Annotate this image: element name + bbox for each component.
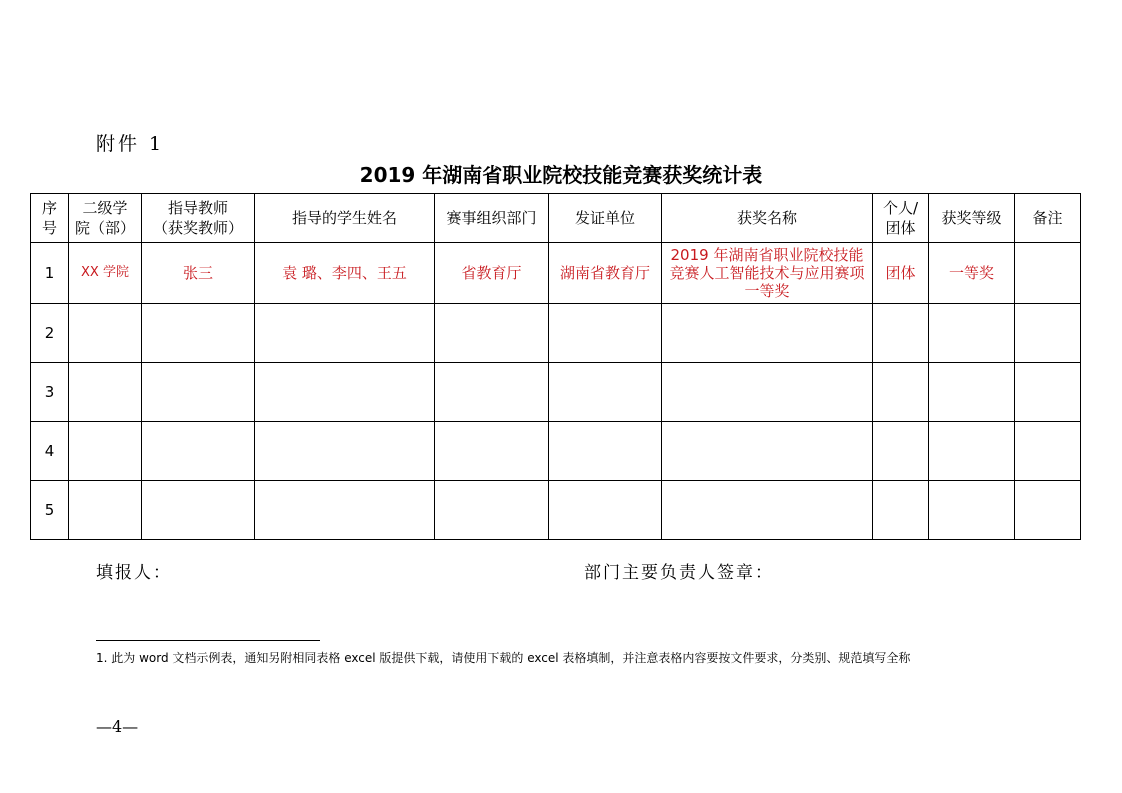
cell-award-name — [662, 422, 873, 481]
cell-instructor — [142, 363, 255, 422]
cell-college — [69, 422, 142, 481]
department-head-signature-label: 部门主要负责人签章： — [584, 563, 774, 583]
header-college-line2: 院（部） — [74, 219, 135, 237]
cell-remarks — [1015, 363, 1081, 422]
cell-remarks — [1015, 422, 1081, 481]
cell-remarks — [1015, 304, 1081, 363]
footnote: 1. 此为 word 文档示例表，通知另附相同表格 excel 版提供下载，请使用下载的 excel 表格填制，并注意表格内容要按文件要求，分类别、规范填写全称 — [96, 651, 911, 665]
cell-students — [255, 422, 435, 481]
header-individual-team — [873, 194, 929, 243]
table-header-row — [31, 194, 1081, 243]
attachment-label: 附件 1 — [96, 133, 165, 155]
header-instructor-line1: 指导教师 — [167, 199, 228, 217]
cell-award-level — [929, 422, 1015, 481]
header-index-line1: 序 — [41, 199, 57, 217]
award-statistics-table — [30, 193, 1081, 540]
filler-label: 填报人： — [96, 563, 172, 583]
cell-award-level — [929, 481, 1015, 540]
cell-individual-team — [873, 422, 929, 481]
table-row — [31, 304, 1081, 363]
table-row — [31, 481, 1081, 540]
header-students: 指导的学生姓名 — [255, 194, 435, 243]
header-instructor-line2: （获奖教师） — [152, 219, 243, 237]
cell-award-name: 2019 年湖南省职业院校技能竞赛人工智能技术与应用赛项一等奖 — [662, 243, 873, 304]
cell-issuer — [549, 422, 662, 481]
header-college-line1: 二级学 — [82, 199, 128, 217]
header-type-line1: 个人/ — [882, 199, 919, 217]
header-college — [69, 194, 142, 243]
cell-organizer: 省教育厅 — [435, 243, 549, 304]
cell-award-level — [929, 304, 1015, 363]
cell-index: 5 — [31, 481, 69, 540]
cell-award-level — [929, 363, 1015, 422]
cell-index: 1 — [31, 243, 69, 304]
table-row — [31, 363, 1081, 422]
page-number: —4— — [96, 717, 139, 736]
cell-organizer — [435, 481, 549, 540]
header-index-line2: 号 — [41, 219, 57, 237]
cell-organizer — [435, 304, 549, 363]
cell-college — [69, 481, 142, 540]
table-row — [31, 422, 1081, 481]
cell-index: 3 — [31, 363, 69, 422]
cell-issuer — [549, 481, 662, 540]
cell-college: XX 学院 — [69, 243, 142, 304]
header-index — [31, 194, 69, 243]
header-instructor — [142, 194, 255, 243]
cell-instructor — [142, 304, 255, 363]
cell-index: 4 — [31, 422, 69, 481]
cell-remarks — [1015, 243, 1081, 304]
header-organizer: 赛事组织部门 — [435, 194, 549, 243]
cell-individual-team — [873, 481, 929, 540]
cell-remarks — [1015, 481, 1081, 540]
cell-award-name — [662, 481, 873, 540]
header-remarks: 备注 — [1015, 194, 1081, 243]
footnote-separator — [96, 640, 320, 641]
cell-issuer: 湖南省教育厅 — [549, 243, 662, 304]
document-title: 2019 年湖南省职业院校技能竞赛获奖统计表 — [359, 163, 763, 187]
cell-individual-team — [873, 304, 929, 363]
cell-students — [255, 304, 435, 363]
cell-instructor — [142, 481, 255, 540]
cell-individual-team — [873, 363, 929, 422]
cell-college — [69, 304, 142, 363]
cell-instructor: 张三 — [142, 243, 255, 304]
cell-students: 袁 璐、李四、王五 — [255, 243, 435, 304]
cell-award-name — [662, 304, 873, 363]
cell-issuer — [549, 304, 662, 363]
cell-individual-team: 团体 — [873, 243, 929, 304]
header-issuer: 发证单位 — [549, 194, 662, 243]
header-award-level: 获奖等级 — [929, 194, 1015, 243]
cell-students — [255, 363, 435, 422]
cell-college — [69, 363, 142, 422]
header-award-name: 获奖名称 — [662, 194, 873, 243]
table-row — [31, 243, 1081, 304]
cell-organizer — [435, 422, 549, 481]
cell-award-level: 一等奖 — [929, 243, 1015, 304]
cell-instructor — [142, 422, 255, 481]
cell-organizer — [435, 363, 549, 422]
cell-issuer — [549, 363, 662, 422]
cell-award-name — [662, 363, 873, 422]
cell-index: 2 — [31, 304, 69, 363]
header-type-line2: 团体 — [885, 219, 916, 237]
cell-students — [255, 481, 435, 540]
